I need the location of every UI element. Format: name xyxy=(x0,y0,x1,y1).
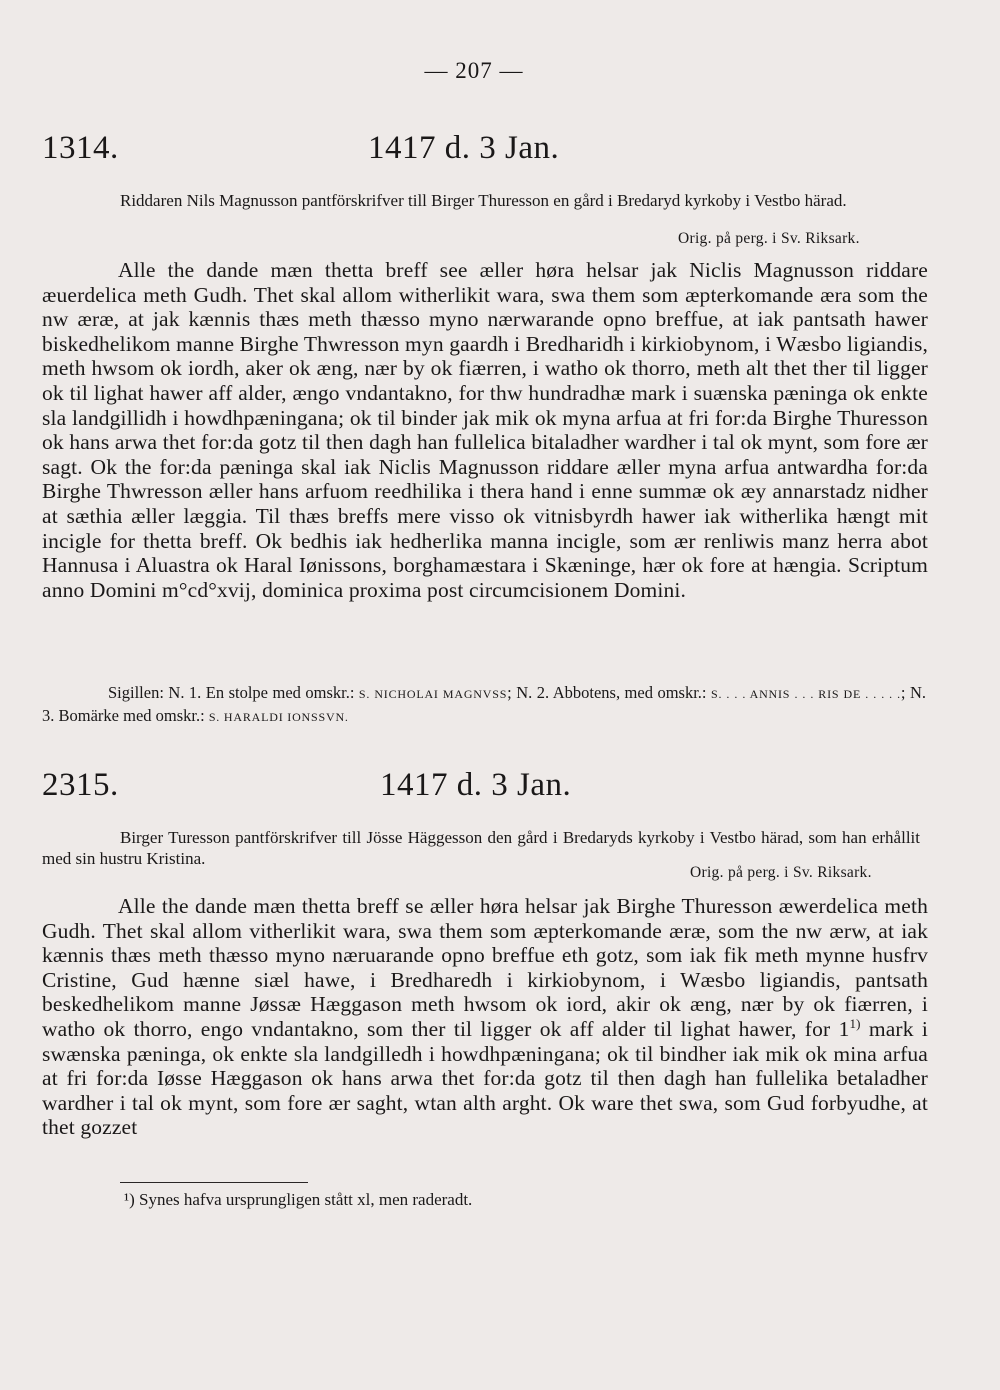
document-number: 2315. xyxy=(42,767,119,803)
document-header xyxy=(40,130,940,174)
seal-inscription: S. HARALDI IONSSVN. xyxy=(208,710,349,724)
seal-inscription: S. NICHOLAI MAGNVSS xyxy=(358,687,508,701)
document-text-part: mark i swænska pæninga, ok enkte sla landgilledh i howdhpæningana; ok til bindher iak mik ok mina arfua at fri for:da Iøsse Hæggason ok hans arwa thet for:da gotz til then dagh han fullelika betaladher wardher i tal ok mynt, som fore ær saght, wtan alth arght. Ok ware thet swa, som Gud forbyudhe, at thet gozzet xyxy=(42,1016,928,1140)
document-number: 1314. xyxy=(42,130,119,166)
document-date: 1417 d. 3 Jan. xyxy=(380,767,572,803)
document-summary: Birger Turesson pantförskrifver till Jösse Häggesson den gård i Bredaryds kyrkoby i Vestbo härad, som han erhållit med sin hustru Kristina. xyxy=(42,828,920,868)
footnote: ¹) Synes hafva ursprungligen stått xl, men raderadt. xyxy=(124,1190,473,1209)
document-text-part: Alle the dande mæn thetta breff se æller høra helsar jak Birghe Thuresson æwerdelica meth Gudh. Thet skal allom vitherlikit wara, swa them som æpterkomande æræ, som the nw ærw, at iak kænnis thæs meth thæsso myno næruarande opno breffue eth gotz, som iak fik meth mynne husfrv Cristine, Gud hænne siæl hawe, i Bredharedh i kirkiobynom, i Wæsbo ligiandis, pantsath beskedhelikom manne Jøssæ Hæggason meth hwsom ok iord, akir ok æng, nær by ok fiærren, i watho ok thorro, engo vndantakno, som ther til ligger ok aff alder til lighat hawer, for 1 xyxy=(42,894,928,1041)
seals-description xyxy=(42,682,926,728)
seals-text: ; N. 3. Bomärke med omskr.: xyxy=(42,683,927,725)
footnote-marker: 1) xyxy=(849,1015,861,1031)
source-note: Orig. på perg. i Sv. Riksark. xyxy=(678,230,860,247)
document-header xyxy=(40,767,940,811)
document-text: Alle the dande mæn thetta breff see æller høra helsar jak Niclis Magnusson riddare æuerdelica meth Gudh. Thet skal allom witherlikit wara, swa them som æpterkomande æra som the nw æræ, at jak kænnis thæs meth thæsso myno nærwarande opno breffue, at iak pantsath hawer biskedhelikom manne Birghe Thwresson myn gaardh i Bredharidh i kirkiobynom, i Wæsbo ligiandis, meth hwsom ok iordh, aker ok æng, nær by ok fiærren, i watho ok thorro, meth alt thet ther til ligger ok til lighat hawer aff alder, ængo vndantakno, for thw hundradhæ mark i suænska pæninga ok enkte sla landgillidh i howdhpæningana; ok til binder jak mik ok myna arfua at fri for:da Birghe Thuresson ok hans arwa thet for:da gotz til then dagh han fullelica bitaladher wardher i tal ok mynt, som fore ær sagt. Ok the for:da pæninga skal iak Niclis Magnusson riddare æller myna arfua antwardha for:da Birghe Thwresson æller hans arfuom reedhilika i thera hand i enne summæ ok æy annarstadz nidher at sæthia æller læggia. Til thæs breffs mere visso ok vitnisbyrdh hawer iak witherlika hængt mit incigle for thetta breff. Ok bedhis iak hedherlika manna incigle, som ær renliwis manz herra abot Hannusa i Aluastra ok Haral Iønissons, borghamæstara i Skæninge, hær ok fore at hængia. Scriptum anno Domini m°cd°xvij, dominica proxima post circumcisionem Domini. xyxy=(42,258,928,602)
source-note: Orig. på perg. i Sv. Riksark. xyxy=(690,864,872,881)
seal-inscription: S. . . . ANNIS . . . RIS DE . . . . . xyxy=(710,687,901,701)
document-summary: Riddaren Nils Magnusson pantförskrifver till Birger Thuresson en gård i Bredaryd kyrkoby i Vestbo härad. xyxy=(120,191,847,210)
document-date: 1417 d. 3 Jan. xyxy=(368,130,560,166)
page-number: — 207 — xyxy=(424,58,524,83)
footnote-divider xyxy=(120,1182,308,1183)
seals-text: Sigillen: N. 1. En stolpe med omskr.: xyxy=(108,683,355,702)
seals-text: ; N. 2. Abbotens, med omskr.: xyxy=(507,683,707,702)
document-text xyxy=(42,894,928,1140)
